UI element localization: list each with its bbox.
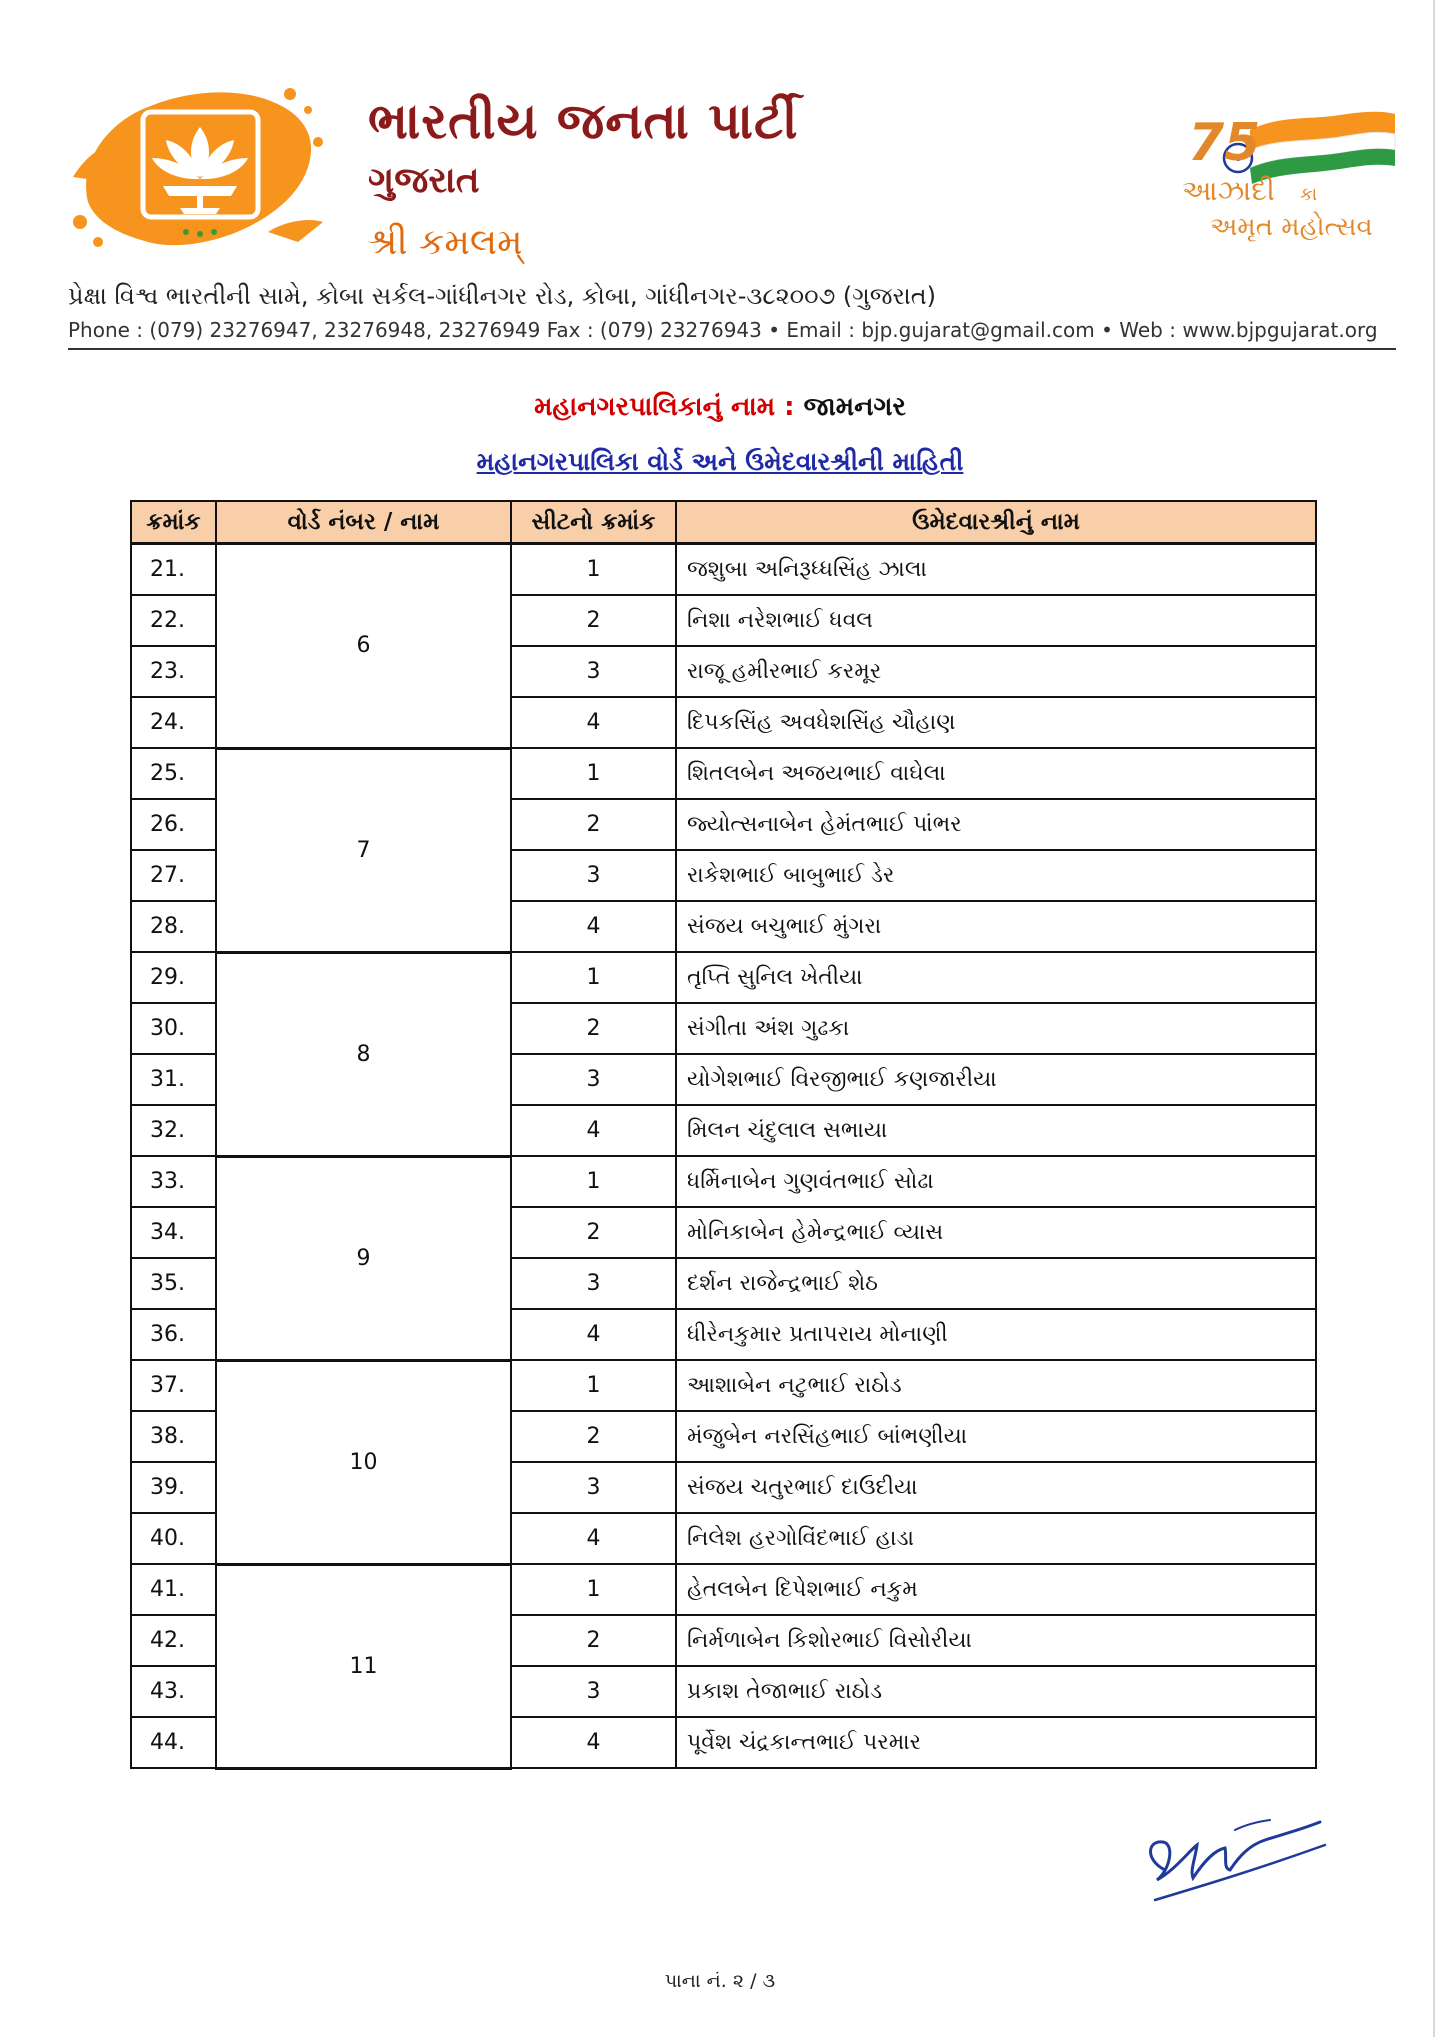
cell-serial: 31. [131,1054,216,1105]
cell-seat: 2 [511,1003,676,1054]
cell-seat: 4 [511,1717,676,1768]
header-serial: ક્રમાંક [131,501,216,544]
contact-details: Phone : (079) 23276947, 23276948, 23276949 Fax : (079) 23276943 • Email : bjp.gujarat@gmail.com • Web : www.bjpgujarat.org [68,318,1378,342]
cell-seat: 2 [511,595,676,646]
cell-ward: 9 [216,1156,511,1360]
azadi-line2: અમૃત મહોત્સવ [1210,212,1373,242]
cell-serial: 30. [131,1003,216,1054]
cell-serial: 26. [131,799,216,850]
cell-seat: 1 [511,544,676,596]
cell-serial: 33. [131,1156,216,1207]
state-name: ગુજરાત [368,160,480,201]
cell-seat: 3 [511,1258,676,1309]
page-number: પાના નં. ૨ / ૩ [664,1970,776,1992]
cell-candidate-name: સંજય બચુભાઈ મુંગરા [676,901,1316,952]
cell-candidate-name: ધીરેનકુમાર પ્રતાપરાય મોનાણી [676,1309,1316,1360]
candidates-table [130,500,1317,1770]
cell-seat: 1 [511,1360,676,1411]
cell-serial: 34. [131,1207,216,1258]
cell-candidate-name: યોગેશભાઈ વિરજીભાઈ કણજારીયા [676,1054,1316,1105]
azadi-ka: કા [1300,184,1318,205]
azadi-number: 75 [1188,113,1261,173]
cell-seat: 3 [511,646,676,697]
cell-candidate-name: પ્રકાશ તેજાભાઈ રાઠોડ [676,1666,1316,1717]
cell-candidate-name: દર્શન રાજેન્દ્રભાઈ શેઠ [676,1258,1316,1309]
table-row [131,1564,1316,1615]
table-row [131,748,1316,799]
office-name: શ્રી કમલમ્ [368,222,523,263]
cell-seat: 1 [511,748,676,799]
header-ward: વોર્ડ નંબર / નામ [216,501,511,544]
cell-serial: 28. [131,901,216,952]
cell-seat: 4 [511,1513,676,1564]
corporation-heading [0,392,1440,423]
cell-candidate-name: સંગીતા અંશ ગુઢકા [676,1003,1316,1054]
cell-candidate-name: મિલન ચંદુલાલ સભાયા [676,1105,1316,1156]
cell-seat: 3 [511,1054,676,1105]
cell-seat: 4 [511,697,676,748]
cell-serial: 42. [131,1615,216,1666]
cell-candidate-name: જ્યોત્સનાબેન હેમંતભાઈ પાંભર [676,799,1316,850]
cell-candidate-name: શિતલબેન અજયભાઈ વાઘેલા [676,748,1316,799]
cell-candidate-name: સંજય ચતુરભાઈ દાઉદીયા [676,1462,1316,1513]
cell-serial: 32. [131,1105,216,1156]
cell-seat: 4 [511,901,676,952]
cell-ward: 7 [216,748,511,952]
cell-candidate-name: ધર્મિનાબેન ગુણવંતભાઈ સોઢા [676,1156,1316,1207]
cell-serial: 37. [131,1360,216,1411]
cell-serial: 21. [131,544,216,596]
cell-serial: 41. [131,1564,216,1615]
cell-serial: 35. [131,1258,216,1309]
cell-serial: 24. [131,697,216,748]
azadi-line1: આઝાદી [1182,174,1275,207]
cell-seat: 2 [511,1411,676,1462]
party-name: ભારતીય જનતા પાર્ટી [368,92,799,150]
table-row [131,1360,1316,1411]
cell-candidate-name: દિપકસિંહ અવધેશસિંહ ચૌહાણ [676,697,1316,748]
cell-seat: 2 [511,799,676,850]
handwritten-signature [1135,1800,1335,1910]
cell-ward: 8 [216,952,511,1156]
cell-seat: 3 [511,1462,676,1513]
cell-candidate-name: જશુબા અનિરૂધ્ધસિંહ ઝાલા [676,544,1316,596]
cell-serial: 22. [131,595,216,646]
table-heading: મહાનગરપાલિકા વોર્ડ અને ઉમેદવારશ્રીની માહિતી [476,447,964,476]
cell-candidate-name: રાકેશભાઈ બાબુભાઈ ડેર [676,850,1316,901]
cell-seat: 4 [511,1309,676,1360]
corporation-value: જામનગર [803,392,906,422]
cell-seat: 3 [511,1666,676,1717]
cell-candidate-name: તૃપ્તિ સુનિલ ખેતીયા [676,952,1316,1003]
cell-candidate-name: પૂર્વેશ ચંદ્રકાન્તભાઈ પરમાર [676,1717,1316,1768]
table-row [131,952,1316,1003]
cell-serial: 44. [131,1717,216,1768]
cell-serial: 23. [131,646,216,697]
table-header-row [131,501,1316,544]
bjp-lotus-logo [68,82,338,257]
cell-candidate-name: નિર્મળાબેન કિશોરભાઈ વિસોરીયા [676,1615,1316,1666]
cell-serial: 36. [131,1309,216,1360]
cell-seat: 3 [511,850,676,901]
cell-candidate-name: મોનિકાબેન હેમેન્દ્રભાઈ વ્યાસ [676,1207,1316,1258]
cell-seat: 2 [511,1207,676,1258]
cell-serial: 39. [131,1462,216,1513]
cell-seat: 2 [511,1615,676,1666]
cell-seat: 1 [511,1156,676,1207]
office-address: પ્રેક્ષા વિશ્વ ભારતીની સામે, કોબા સર્કલ-ગાંધીનગર રોડ, કોબા, ગાંધીનગર-૩૮૨૦૦૭ (ગુજરાત) [68,282,937,310]
cell-serial: 40. [131,1513,216,1564]
cell-seat: 1 [511,1564,676,1615]
cell-ward: 10 [216,1360,511,1564]
table-row [131,544,1316,596]
cell-serial: 38. [131,1411,216,1462]
corporation-label: મહાનગરપાલિકાનું નામ : [534,392,804,422]
header-candidate-name: ઉમેદવારશ્રીનું નામ [676,501,1316,544]
cell-serial: 27. [131,850,216,901]
table-body [131,544,1316,1769]
cell-serial: 43. [131,1666,216,1717]
cell-candidate-name: હેતલબેન દિપેશભાઈ નકુમ [676,1564,1316,1615]
cell-candidate-name: નિશા નરેશભાઈ ધવલ [676,595,1316,646]
cell-candidate-name: નિલેશ હરગોવિંદભાઈ હાડા [676,1513,1316,1564]
cell-seat: 4 [511,1105,676,1156]
letterhead-divider [68,348,1396,350]
cell-serial: 29. [131,952,216,1003]
azadi-ka-amrit-mahotsav-logo [1180,100,1405,250]
cell-seat: 1 [511,952,676,1003]
cell-serial: 25. [131,748,216,799]
cell-candidate-name: આશાબેન નટુભાઈ રાઠોડ [676,1360,1316,1411]
cell-ward: 6 [216,544,511,749]
table-row [131,1156,1316,1207]
cell-candidate-name: રાજૂ હમીરભાઈ કરમૂર [676,646,1316,697]
letterhead [0,0,1440,380]
header-seat: સીટનો ક્રમાંક [511,501,676,544]
cell-ward: 11 [216,1564,511,1768]
cell-candidate-name: મંજુબેન નરસિંહભાઈ બાંભણીયા [676,1411,1316,1462]
